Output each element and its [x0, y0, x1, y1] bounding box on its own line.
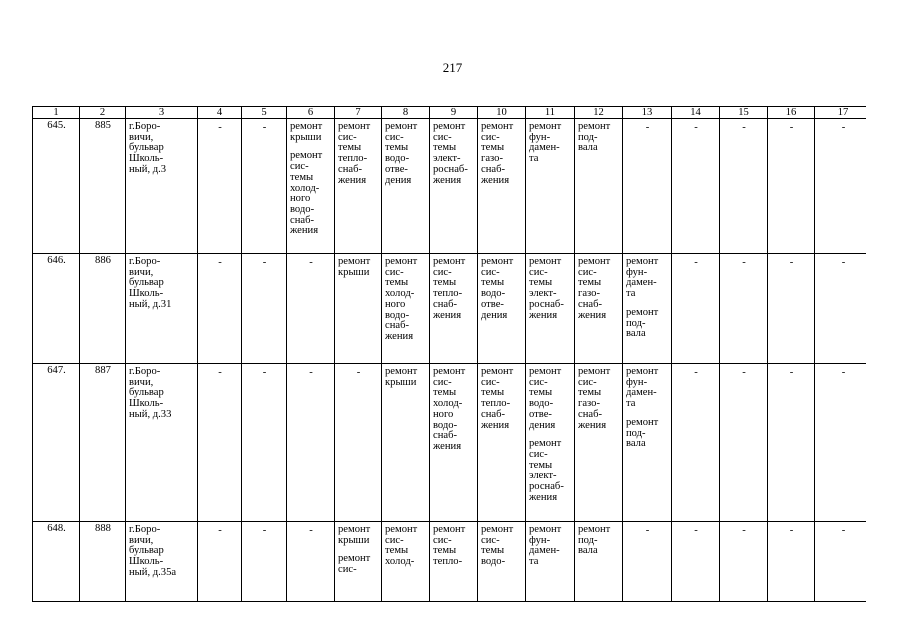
cell-text-line: ремонт [481, 121, 514, 132]
cell-text-line: жения [290, 225, 319, 237]
cell-text-line: фун- [529, 131, 551, 143]
cell-text-line: сис- [529, 448, 548, 460]
cell-text-line: ный, д.31 [129, 298, 172, 310]
cell-text-line: темы [529, 459, 553, 471]
column-number-16: 16 [768, 107, 815, 119]
table-cell [335, 119, 382, 254]
cell-text-line: г.Боро- [129, 121, 161, 132]
empty-dash: - [309, 257, 313, 268]
cell-text-line: бульвар [129, 387, 164, 399]
cell-text-line: фун- [529, 534, 551, 546]
empty-dash: - [356, 367, 361, 378]
cell-text-line: сис- [578, 376, 597, 388]
table-cell [335, 522, 382, 602]
table-cell [287, 364, 335, 522]
cell-text-line: жения [529, 309, 558, 321]
empty-dash: - [262, 367, 267, 378]
cell-text-line: фун- [626, 266, 648, 278]
cell-text-line: темы [385, 277, 409, 289]
table-cell [33, 119, 80, 254]
table-cell [198, 364, 242, 522]
cell-text-line: вичи, [129, 131, 154, 143]
empty-dash: - [262, 257, 267, 268]
cell-text-line: ремонт [385, 121, 418, 132]
table-cell [33, 364, 80, 522]
cell-text-line: дения [529, 419, 556, 431]
cell-text-line: ремонт [626, 366, 659, 377]
cell-text-line: ного [290, 193, 311, 205]
empty-dash: - [218, 122, 222, 133]
cell-text-line: снаб- [481, 163, 505, 175]
cell-text-line: Школь- [129, 288, 164, 300]
table-cell [623, 254, 672, 364]
cell-text-line: ремонт [626, 256, 659, 267]
column-number-6: 6 [287, 107, 335, 119]
table-cell [126, 522, 198, 602]
cell-text-line: 648. [47, 523, 66, 534]
empty-dash: - [218, 257, 222, 268]
cell-text-line: водо- [481, 556, 506, 568]
cell-text-line: вичи, [129, 376, 154, 388]
cell-text-line: 647. [47, 365, 66, 376]
column-number-13: 13 [623, 107, 672, 119]
cell-text-line: жения [529, 491, 558, 503]
cell-text-line: сис- [433, 131, 452, 143]
table-cell [430, 364, 478, 522]
cell-text-line: та [626, 398, 636, 410]
cell-text-line: сис- [290, 161, 309, 173]
table-cell [80, 522, 126, 602]
cell-text-line: ного [385, 298, 406, 310]
empty-dash: - [789, 367, 794, 378]
table-cell [80, 364, 126, 522]
table-cell [335, 364, 382, 522]
table-cell [335, 254, 382, 364]
table-cell [575, 522, 623, 602]
cell-text-line: дамен- [626, 277, 657, 289]
cell-text-line: темы [481, 545, 505, 557]
table-cell [33, 254, 80, 364]
cell-text-line: жения [433, 309, 462, 321]
table-cell [242, 364, 287, 522]
cell-text-line: под- [626, 427, 646, 439]
cell-text-line: крыши [385, 376, 417, 388]
table-cell [287, 522, 335, 602]
cell-text-line: дамен- [626, 387, 657, 399]
cell-text-line: темы [290, 171, 314, 183]
empty-dash: - [841, 257, 846, 268]
cell-text-line: снаб- [433, 430, 457, 442]
cell-text-line: темы [433, 142, 457, 154]
cell-text-line: водо- [433, 419, 458, 431]
table-cell [382, 522, 430, 602]
cell-text-line: роснаб- [529, 481, 564, 493]
cell-text-line: снаб- [385, 320, 409, 332]
cell-text-line: ремонт [338, 256, 371, 267]
empty-dash: - [789, 257, 794, 268]
column-number-12: 12 [575, 107, 623, 119]
cell-text-line: тепло- [481, 398, 511, 410]
table-cell [198, 119, 242, 254]
column-number-7: 7 [335, 107, 382, 119]
table-cell [720, 364, 768, 522]
cell-text-line: холод- [433, 398, 463, 410]
cell-text-line: г.Боро- [129, 256, 161, 267]
table-cell [478, 522, 526, 602]
cell-text-line: ремонт [290, 150, 323, 162]
cell-text-line: ремонт [338, 121, 371, 132]
cell-text-line: дения [481, 309, 508, 321]
cell-text-line: газо- [578, 288, 600, 300]
table-cell [382, 364, 430, 522]
cell-text-line: отве- [481, 298, 504, 310]
table-row [33, 522, 867, 602]
table-row [33, 364, 867, 522]
cell-text-line: крыши [290, 131, 322, 143]
cell-text-line: темы [481, 142, 505, 154]
column-number-1: 1 [33, 107, 80, 119]
cell-text-line: ного [433, 408, 454, 420]
cell-text-line: г.Боро- [129, 366, 161, 377]
empty-dash: - [841, 525, 846, 536]
empty-dash: - [789, 122, 794, 133]
table-cell [478, 254, 526, 364]
table-cell [242, 522, 287, 602]
column-number-15: 15 [720, 107, 768, 119]
empty-dash: - [841, 367, 846, 378]
cell-text-line: 888 [95, 523, 111, 534]
cell-text-line: та [529, 153, 539, 165]
cell-text-line: Школь- [129, 398, 164, 410]
table-cell [526, 364, 575, 522]
cell-text-line: ремонт [529, 438, 562, 450]
cell-text-line: водо- [385, 309, 410, 321]
table-cell [672, 364, 720, 522]
cell-text-line: бульвар [129, 545, 164, 557]
cell-text-line: роснаб- [529, 298, 564, 310]
cell-text-line: сис- [338, 564, 357, 576]
cell-text-line: крыши [338, 266, 370, 278]
empty-dash: - [694, 122, 698, 133]
cell-text-line: темы [385, 545, 409, 557]
cell-text-line: снаб- [433, 298, 457, 310]
table-cell [80, 254, 126, 364]
cell-text-line: жения [385, 330, 414, 342]
table-cell [430, 522, 478, 602]
cell-text-line: ремонт [481, 256, 514, 267]
cell-text-line: темы [578, 387, 602, 399]
table-cell [526, 522, 575, 602]
empty-dash: - [309, 525, 313, 536]
cell-text-line: холод- [290, 182, 320, 194]
table-cell [382, 254, 430, 364]
cell-text-line: ремонт [578, 524, 611, 535]
table-cell [287, 119, 335, 254]
cell-text-line: сис- [433, 376, 452, 388]
cell-text-line: отве- [529, 408, 552, 420]
cell-text-line: темы [433, 387, 457, 399]
cell-text-line: жения [578, 419, 607, 431]
cell-text-line: сис- [338, 131, 357, 143]
cell-text-line: дамен- [529, 545, 560, 557]
cell-text-line: ремонт [385, 366, 418, 377]
table-cell [672, 254, 720, 364]
table-cell [526, 254, 575, 364]
cell-text-line: холод- [385, 556, 415, 568]
empty-dash: - [694, 257, 698, 268]
table-cell [768, 522, 815, 602]
cell-text-line: ремонт [433, 121, 466, 132]
cell-text-line: вичи, [129, 266, 154, 278]
cell-text-line: темы [338, 142, 362, 154]
cell-text-line: ремонт [529, 366, 562, 377]
cell-text-line: вала [578, 545, 598, 557]
column-number-9: 9 [430, 107, 478, 119]
table-cell [126, 364, 198, 522]
cell-text-line: дамен- [529, 142, 560, 154]
cell-text-line: та [529, 556, 539, 568]
cell-text-line: снаб- [338, 163, 362, 175]
cell-text-line: сис- [481, 131, 500, 143]
cell-text-line: сис- [385, 534, 404, 546]
table-cell [526, 119, 575, 254]
cell-text-line: Школь- [129, 153, 164, 165]
empty-dash: - [645, 525, 650, 536]
cell-text-line: вала [578, 142, 598, 154]
cell-text-line: ремонт [385, 524, 418, 535]
empty-dash: - [262, 525, 267, 536]
empty-dash: - [694, 367, 698, 378]
empty-dash: - [309, 367, 313, 378]
repair-schedule-table [32, 106, 866, 602]
empty-dash: - [742, 367, 746, 378]
cell-text-line: под- [578, 534, 598, 546]
column-number-14: 14 [672, 107, 720, 119]
table-cell [33, 522, 80, 602]
cell-text-line: ремонт [433, 256, 466, 267]
cell-text-line: ремонт [338, 553, 371, 565]
cell-text-line: под- [626, 317, 646, 329]
table-cell [478, 364, 526, 522]
cell-text-line: темы [385, 142, 409, 154]
cell-text-line: ремонт [433, 366, 466, 377]
column-number-10: 10 [478, 107, 526, 119]
empty-dash: - [694, 525, 698, 536]
table-cell [126, 119, 198, 254]
table-cell [382, 119, 430, 254]
cell-text-line: темы [433, 545, 457, 557]
page-number: 217 [442, 60, 463, 75]
cell-text-line: снаб- [578, 298, 602, 310]
cell-text-line: газо- [578, 398, 600, 410]
cell-text-line: крыши [338, 534, 370, 546]
cell-text-line: снаб- [578, 408, 602, 420]
table-cell [575, 119, 623, 254]
table-cell [768, 364, 815, 522]
cell-text-line: элект- [529, 288, 557, 300]
cell-text-line: ремонт [433, 524, 466, 535]
cell-text-line: холод- [385, 288, 415, 300]
table-cell [815, 119, 867, 254]
table-cell [198, 522, 242, 602]
empty-dash: - [789, 525, 794, 536]
cell-text-line: водо- [290, 203, 315, 215]
empty-dash: - [742, 122, 746, 133]
cell-text-line: снаб- [481, 408, 505, 420]
table-cell [126, 254, 198, 364]
column-number-2: 2 [80, 107, 126, 119]
cell-text-line: водо- [385, 153, 410, 165]
column-number-4: 4 [198, 107, 242, 119]
table-cell [198, 254, 242, 364]
cell-text-line: сис- [385, 131, 404, 143]
table-cell [242, 254, 287, 364]
cell-text-line: водо- [529, 398, 554, 410]
cell-text-line: 885 [95, 120, 111, 131]
cell-text-line: ремонт [578, 366, 611, 377]
cell-text-line: ремонт [290, 121, 323, 132]
cell-text-line: сис- [433, 534, 452, 546]
table-cell [623, 522, 672, 602]
table-cell [430, 254, 478, 364]
cell-text-line: ремонт [338, 524, 371, 535]
cell-text-line: ремонт [578, 256, 611, 267]
cell-text-line: жения [433, 174, 462, 186]
empty-dash: - [262, 122, 267, 133]
cell-text-line: темы [433, 277, 457, 289]
column-number-8: 8 [382, 107, 430, 119]
cell-text-line: отве- [385, 163, 408, 175]
table-cell [575, 254, 623, 364]
cell-text-line: жения [481, 419, 510, 431]
cell-text-line: бульвар [129, 142, 164, 154]
cell-text-line: ремонт [626, 306, 659, 318]
cell-text-line: тепло- [338, 153, 368, 165]
cell-text-line: темы [529, 387, 553, 399]
table-cell [768, 119, 815, 254]
cell-text-line: фун- [626, 376, 648, 388]
empty-dash: - [218, 525, 222, 536]
table-cell [623, 119, 672, 254]
cell-text-line: сис- [385, 266, 404, 278]
cell-text-line: жения [481, 174, 510, 186]
cell-text-line: роснаб- [433, 163, 468, 175]
cell-text-line: ремонт [385, 256, 418, 267]
empty-dash: - [742, 257, 746, 268]
cell-text-line: бульвар [129, 277, 164, 289]
table-cell [720, 522, 768, 602]
cell-text-line: та [626, 288, 636, 300]
cell-text-line: жения [338, 174, 367, 186]
cell-text-line: вичи, [129, 534, 154, 546]
column-number-11: 11 [526, 107, 575, 119]
table-cell [430, 119, 478, 254]
empty-dash: - [841, 122, 846, 133]
cell-text-line: г.Боро- [129, 524, 161, 535]
table-cell [768, 254, 815, 364]
column-number-3: 3 [126, 107, 198, 119]
cell-text-line: жения [433, 440, 462, 452]
cell-text-line: ный, д.33 [129, 408, 172, 420]
cell-text-line: 646. [47, 255, 66, 266]
cell-text-line: дения [385, 174, 412, 186]
table-cell [672, 119, 720, 254]
cell-text-line: снаб- [290, 214, 314, 226]
cell-text-line: ремонт [578, 121, 611, 132]
empty-dash: - [742, 525, 746, 536]
cell-text-line: ремонт [529, 256, 562, 267]
table-row [33, 254, 867, 364]
document-table-viewport [32, 106, 866, 603]
cell-text-line: под- [578, 131, 598, 143]
cell-text-line: сис- [481, 534, 500, 546]
column-number-5: 5 [242, 107, 287, 119]
cell-text-line: водо- [481, 288, 506, 300]
cell-text-line: сис- [529, 266, 548, 278]
cell-text-line: ремонт [481, 524, 514, 535]
table-cell [242, 119, 287, 254]
cell-text-line: сис- [578, 266, 597, 278]
cell-text-line: 887 [95, 365, 111, 376]
cell-text-line: ремонт [481, 366, 514, 377]
cell-text-line: Школь- [129, 556, 164, 568]
empty-dash: - [218, 367, 222, 378]
column-number-row [33, 107, 867, 119]
cell-text-line: ный, д.35а [129, 566, 177, 578]
table-cell [478, 119, 526, 254]
cell-text-line: вала [626, 438, 646, 450]
table-cell [720, 119, 768, 254]
table-cell [720, 254, 768, 364]
table-cell [287, 254, 335, 364]
cell-text-line: сис- [481, 266, 500, 278]
table-cell [575, 364, 623, 522]
table-cell [815, 254, 867, 364]
cell-text-line: ный, д.3 [129, 163, 167, 175]
table-cell [815, 522, 867, 602]
cell-text-line: темы [529, 277, 553, 289]
table-cell [815, 364, 867, 522]
column-number-17: 17 [815, 107, 867, 119]
cell-text-line: сис- [433, 266, 452, 278]
cell-text-line: 645. [47, 120, 66, 131]
cell-text-line: ремонт [626, 416, 659, 428]
cell-text-line: газо- [481, 153, 503, 165]
cell-text-line: темы [481, 277, 505, 289]
empty-dash: - [645, 122, 650, 133]
table-cell [623, 364, 672, 522]
cell-text-line: сис- [529, 376, 548, 388]
cell-text-line: темы [578, 277, 602, 289]
cell-text-line: тепло- [433, 556, 463, 568]
table-row [33, 119, 867, 254]
cell-text-line: тепло- [433, 288, 463, 300]
table-cell [672, 522, 720, 602]
cell-text-line: жения [578, 309, 607, 321]
cell-text-line: ремонт [529, 524, 562, 535]
cell-text-line: вала [626, 328, 646, 340]
cell-text-line: элект- [529, 470, 557, 482]
cell-text-line: темы [481, 387, 505, 399]
cell-text-line: ремонт [529, 121, 562, 132]
table-cell [80, 119, 126, 254]
cell-text-line: сис- [481, 376, 500, 388]
cell-text-line: 886 [95, 255, 111, 266]
cell-text-line: элект- [433, 153, 461, 165]
